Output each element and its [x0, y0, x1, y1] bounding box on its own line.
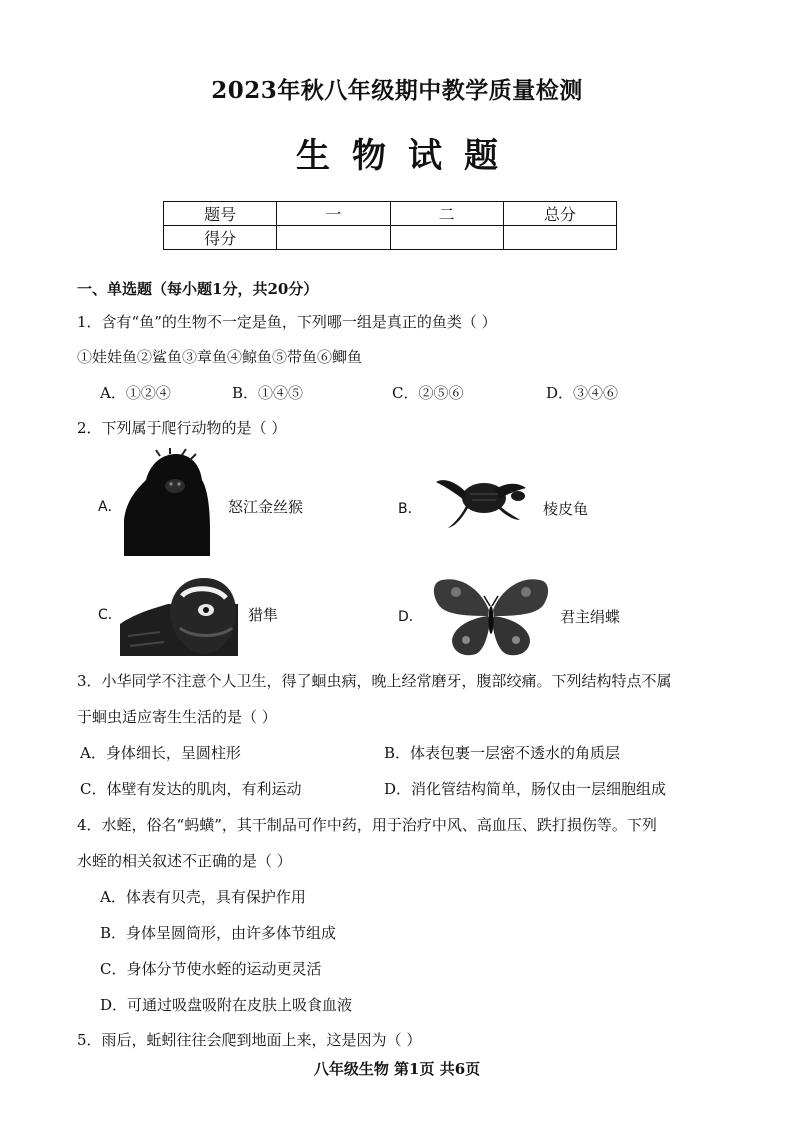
score-cell: 二: [390, 202, 503, 226]
q1-items: ①娃娃鱼②鲨鱼③章鱼④鲸鱼⑤带鱼⑥鲫鱼: [77, 348, 363, 366]
score-table-header-row: [164, 202, 617, 226]
q3-option-d: D．消化管结构简单，肠仅由一层细胞组成: [384, 780, 667, 798]
score-cell: [390, 226, 503, 250]
turtle-photo-icon: [436, 470, 528, 530]
q3-option-b: B．体表包裹一层密不透水的角质层: [384, 744, 621, 762]
q3-option-a: A．身体细长，呈圆柱形: [80, 744, 241, 762]
subject-title: 生物试题: [296, 136, 520, 176]
q2-option-d-letter: D．: [398, 609, 423, 625]
q5-stem: 5．雨后，蚯蚓往往会爬到地面上来，这是因为（ ）: [77, 1031, 422, 1049]
q3-option-c: C．体壁有发达的肌肉，有利运动: [80, 780, 302, 798]
score-cell: 题号: [164, 202, 277, 226]
score-table: [163, 201, 617, 250]
section-heading: 一、单选题（每小题1分，共20分）: [77, 280, 319, 298]
q1-stem: 1．含有“鱼”的生物不一定是鱼，下列哪一组是真正的鱼类（ ）: [77, 313, 497, 331]
monkey-photo-icon: [120, 450, 212, 558]
butterfly-photo-icon: [432, 574, 550, 658]
score-cell: [277, 226, 390, 250]
q4-stem-line1: 4．水蛭，俗名“蚂蟥”，其干制品可作中药，用于治疗中风、高血压、跌打损伤等。下列: [77, 816, 657, 834]
score-cell: 一: [277, 202, 390, 226]
score-cell: 总分: [503, 202, 616, 226]
q2-option-c-label: 猎隼: [248, 606, 279, 624]
score-cell: 得分: [164, 226, 277, 250]
q1-option-b: B．①④⑤: [232, 384, 304, 402]
q3-stem-line1: 3．小华同学不注意个人卫生，得了蛔虫病，晚上经常磨牙，腹部绞痛。下列结构特点不属: [77, 672, 672, 690]
q4-option-d: D．可通过吸盘吸附在皮肤上吸食血液: [100, 996, 353, 1014]
q2-option-a-letter: A．: [98, 499, 122, 515]
q4-option-a: A．体表有贝壳，具有保护作用: [100, 888, 306, 906]
falcon-photo-icon: [120, 574, 238, 656]
q2-option-d-label: 君主绢蝶: [560, 608, 621, 626]
q4-option-c: C．身体分节使水蛭的运动更灵活: [100, 960, 322, 978]
exam-title: 2023年秋八年级期中教学质量检测: [211, 77, 583, 104]
q1-option-a: A．①②④: [100, 384, 171, 402]
q2-option-b-label: 棱皮龟: [543, 500, 589, 518]
q3-stem-line2: 于蛔虫适应寄生生活的是（ ）: [77, 708, 277, 726]
page-footer: 八年级生物 第1页 共6页: [313, 1060, 481, 1078]
q4-option-b: B．身体呈圆筒形，由许多体节组成: [100, 924, 337, 942]
q1-option-d: D．③④⑥: [546, 384, 619, 402]
score-table-score-row: [164, 226, 617, 250]
q2-option-b-letter: B．: [398, 501, 422, 517]
q1-option-c: C．②⑤⑥: [392, 384, 464, 402]
q2-option-a-label: 怒江金丝猴: [228, 498, 304, 516]
q2-option-c-letter: C．: [98, 607, 122, 623]
q2-stem: 2．下列属于爬行动物的是（ ）: [77, 419, 287, 437]
q4-stem-line2: 水蛭的相关叙述不正确的是（ ）: [77, 852, 292, 870]
score-cell: [503, 226, 616, 250]
